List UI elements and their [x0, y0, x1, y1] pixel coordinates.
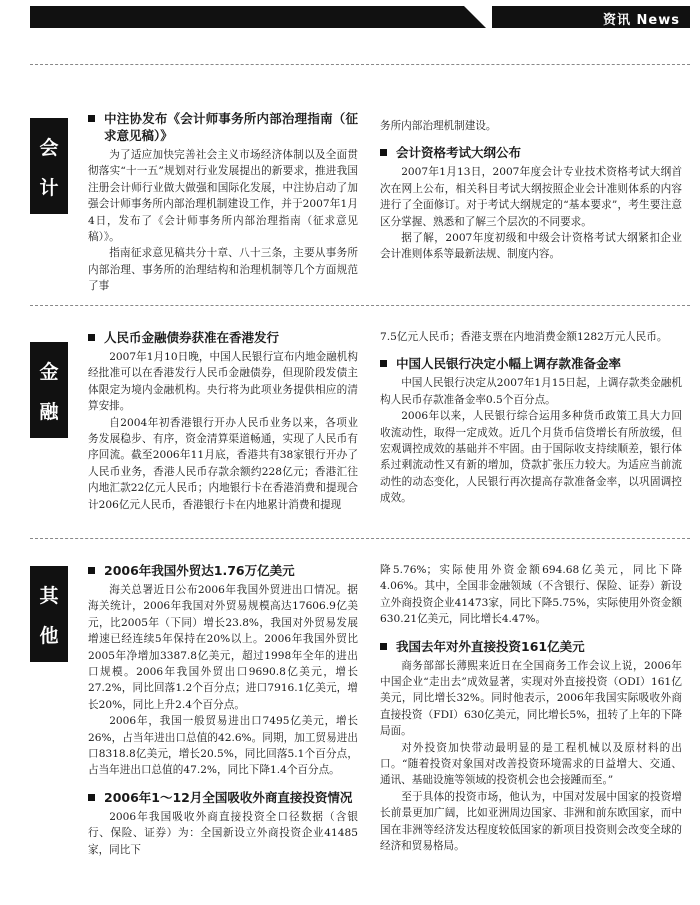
- article-paragraph: 2006年以来，人民银行综合运用多种货币政策工具大力回收流动性，取得一定成效。近几个月货币信贷增长有所放缓，但宏观调控成效的基础并不牢固。由于国际收支持续顺差，银行体系过剩流动性又有新的增加，贷款扩张压力较大。为适应当前流动性的动态变化，人民银行再次提高存款准备金率，以巩固调控成效。: [380, 410, 682, 505]
- headline-text: 中国人民银行决定小幅上调存款准备金率: [396, 356, 622, 372]
- section-other-right-column: [380, 562, 682, 855]
- headline-text: 2006年1～12月全国吸收外商直接投资情况: [104, 789, 353, 805]
- section-tab-other: [30, 566, 68, 662]
- section-other-left-column: [88, 562, 358, 858]
- article-headline: [88, 329, 358, 346]
- section-tab-accounting: [30, 118, 68, 214]
- article-paragraph: 自2004年初香港银行开办人民币业务以来，各项业务发展稳步、有序，资金清算渠道畅通，实现了人民币有序回流。截至2006年11月底，香港共有38家银行开办了人民币业务，香港人民币存款余额约228亿元；香港汇往内地汇款22亿元人民币；内地银行卡在香港消费和提现合计206亿元人民币，香港银行卡在内地累计消费和提现: [88, 416, 358, 511]
- tab-char: 会: [39, 136, 59, 159]
- square-bullet-icon: [88, 567, 95, 574]
- tab-char: 计: [39, 176, 59, 199]
- header-label: 资讯 News: [603, 13, 680, 28]
- section-tab-finance: [30, 342, 68, 438]
- article-paragraph: 2006年我国吸收外商直接投资全口径数据（含银行、保险、证券）为：全国新设立外商投资企业41485家，同比下: [88, 810, 358, 856]
- article-headline: [380, 638, 682, 655]
- article-paragraph: 商务部部长薄熙来近日在全国商务工作会议上说，2006年中国企业“走出去”成效显著，实现对外直接投资（ODI）161亿美元，同比增长32%。同时他表示，2006年我国实际吸收外商直接投资（FDI）630亿美元，同比增长5%，扭转了上年的下降局面。: [380, 659, 682, 738]
- article-paragraph: 至于具体的投资市场，他认为，中国对发展中国家的投资增长前景更加广阔，比如亚洲周边国家、非洲和前东欧国家，而中国在非洲等经济发达程度较低国家的新项目投资则会改变全球的经济和贸易格局。: [380, 790, 682, 853]
- article-headline: [88, 562, 358, 579]
- headline-text: 会计资格考试大纲公布: [396, 145, 522, 161]
- square-bullet-icon: [88, 115, 95, 122]
- section-finance-left-column: [88, 329, 358, 513]
- headline-text: 我国去年对外直接投资161亿美元: [396, 638, 585, 654]
- article-paragraph: 降5.76%；实际使用外资金额694.68亿美元，同比下降4.06%。其中，全国非金融领域（不含银行、保险、证券）新设立外商投资企业41473家，同比下降5.75%，实际使用外资金额630.21亿美元，同比增长4.47%。: [380, 564, 682, 626]
- section-accounting-right-column: [380, 118, 682, 263]
- header-slash-decoration: [448, 6, 492, 28]
- headline-text: 2006年我国外贸达1.76万亿美元: [104, 563, 295, 578]
- tab-char: 金: [39, 360, 59, 383]
- article-paragraph: 对外投资加快带动最明显的是工程机械以及原材料的出口。“随着投资对象国对改善投资环境需求的日益增大、交通、通讯、基础设施等领域的投资机会也会接踵而至。”: [380, 741, 682, 787]
- tab-char: 融: [39, 400, 59, 423]
- article-headline: [380, 144, 682, 161]
- article-paragraph: 2007年1月10日晚，中国人民银行宣布内地金融机构经批准可以在香港发行人民币金融债券，但现阶段发债主体限定为境内金融机构。央行将为此项业务提供相应的清算安排。: [88, 351, 358, 413]
- article-paragraph: 指南征求意见稿共分十章、八十三条，主要从事务所内部治理、事务所的治理结构和治理机制等几个方面规范了事: [88, 247, 358, 293]
- article-paragraph: 7.5亿元人民币；香港支票在内地消费金额1282万元人民币。: [380, 331, 668, 343]
- article-paragraph: 据了解，2007年度初级和中级会计资格考试大纲紧扣企业会计准则体系等最新法规、制度内容。: [380, 232, 682, 261]
- article-paragraph: 中国人民银行决定从2007年1月15日起，上调存款类金融机构人民币存款准备金率0.5个百分点。: [380, 377, 682, 406]
- square-bullet-icon: [380, 643, 387, 650]
- tab-char: 其: [39, 584, 59, 607]
- square-bullet-icon: [380, 360, 387, 367]
- headline-text: 中注协发布《会计师事务所内部治理指南（征求意见稿）》: [104, 111, 358, 143]
- section-accounting-left-column: [88, 110, 358, 295]
- square-bullet-icon: [88, 334, 95, 341]
- article-headline: [88, 110, 358, 144]
- header-bar-left: [30, 6, 448, 28]
- article-headline: [88, 789, 358, 806]
- headline-text: 人民币金融债券获准在香港发行: [104, 330, 280, 345]
- article-paragraph: 海关总署近日公布2006年我国外贸进出口情况。据海关统计，2006年我国对外贸易规模高达17606.9亿美元，比2005年（下同）增长23.8%，我国对外贸易发展增速已经连续5年保持在20%以上。2006年我国外贸比2005年净增加3387.8亿美元，超过1998年全年的进出口规模。2006年我国外贸出口9690.8亿美元，增长27.2%，同比回落1.2个百分点；进口7916.1亿美元，增长20%，同比上升2.4个百分点。: [88, 584, 358, 711]
- section-divider: [30, 64, 690, 65]
- article-headline: [380, 355, 682, 372]
- square-bullet-icon: [88, 794, 95, 801]
- section-finance-right-column: [380, 329, 682, 507]
- article-paragraph: 务所内部治理机制建设。: [380, 120, 497, 132]
- section-divider: [30, 305, 690, 306]
- article-paragraph: 2006年，我国一般贸易进出口7495亿美元，增长26%，占当年进出口总值的42.6%。同期，加工贸易进出口8318.8亿美元，增长20.5%，同比回落5.1个百分点，占当年进出口总值的47.2%，同比下降1.4个百分点。: [88, 715, 358, 777]
- article-paragraph: 为了适应加快完善社会主义市场经济体制以及全面贯彻落实“十一五”规划对行业发展提出的新要求，推进我国注册会计师行业做大做强和国际化发展，中注协启动了加强会计师事务所内部治理机制建设工作，并于2007年1月4日，发布了《会计师事务所内部治理指南（征求意见稿）》。: [88, 149, 358, 244]
- page-header: [30, 6, 690, 28]
- square-bullet-icon: [380, 149, 387, 156]
- article-paragraph: 2007年1月13日，2007年度会计专业技术资格考试大纲首次在网上公布，相关科目考试大纲按照企业会计准则体系的内容进行了全面修订。对于考试大纲规定的“基本要求”，考生要注意区分掌握、熟悉和了解三个层次的不同要求。: [380, 166, 682, 228]
- section-divider: [30, 538, 690, 539]
- tab-char: 他: [39, 624, 59, 647]
